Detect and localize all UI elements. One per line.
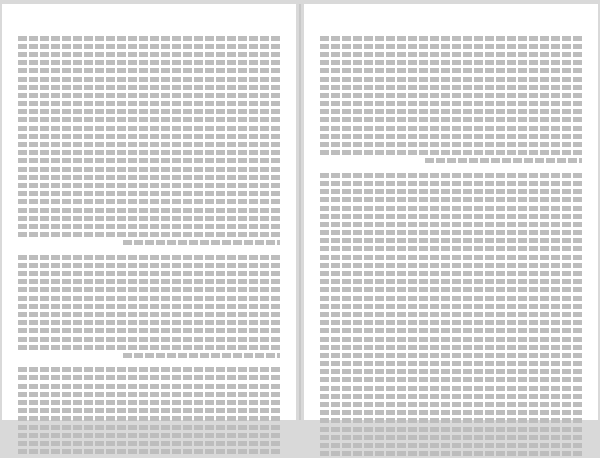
text-line [320, 68, 582, 73]
text-line [425, 158, 582, 163]
text-line [123, 353, 280, 358]
text-line [320, 337, 582, 342]
text-line [18, 287, 280, 292]
text-line [18, 375, 280, 380]
text-line [18, 279, 280, 284]
text-line [320, 427, 582, 432]
text-line [320, 443, 582, 448]
text-line [320, 214, 582, 219]
text-line [320, 44, 582, 49]
text-line [18, 117, 280, 122]
text-line [320, 320, 582, 325]
text-line [18, 232, 280, 237]
text-line [18, 175, 280, 180]
text-line [320, 263, 582, 268]
text-line [18, 441, 280, 446]
text-line [320, 377, 582, 382]
text-line [320, 197, 582, 202]
text-line [320, 173, 582, 178]
text-line [18, 320, 280, 325]
text-line [320, 304, 582, 309]
text-line [320, 150, 582, 155]
text-line [18, 44, 280, 49]
text-line [320, 222, 582, 227]
text-line [18, 433, 280, 438]
text-line [18, 36, 280, 41]
text-line [320, 230, 582, 235]
text-line [18, 126, 280, 131]
text-line [18, 304, 280, 309]
text-line [18, 60, 280, 65]
text-line [320, 451, 582, 456]
text-line [18, 345, 280, 350]
text-line [18, 416, 280, 421]
text-line [18, 384, 280, 389]
text-line [320, 410, 582, 415]
text-line [18, 255, 280, 260]
text-line [320, 271, 582, 276]
text-line [18, 271, 280, 276]
text-line [18, 312, 280, 317]
text-line [320, 353, 582, 358]
text-line [18, 109, 280, 114]
text-line [18, 367, 280, 372]
text-line [18, 68, 280, 73]
text-line [320, 255, 582, 260]
text-line [320, 117, 582, 122]
text-line [18, 52, 280, 57]
text-line [320, 167, 582, 170]
text-line [18, 93, 280, 98]
text-line [18, 425, 280, 430]
text-line [320, 93, 582, 98]
text-line [320, 345, 582, 350]
text-line [18, 408, 280, 413]
text-line [18, 208, 280, 213]
text-line [18, 449, 280, 454]
text-line [18, 392, 280, 397]
text-line [320, 101, 582, 106]
text-line [320, 134, 582, 139]
text-line [320, 402, 582, 407]
text-line [18, 183, 280, 188]
text-line [18, 248, 280, 251]
text-line [320, 279, 582, 284]
text-line [320, 189, 582, 194]
text-line [18, 167, 280, 172]
text-line [18, 337, 280, 342]
text-line [18, 150, 280, 155]
text-line [18, 263, 280, 268]
text-line [18, 134, 280, 139]
text-line [18, 199, 280, 204]
text-line [320, 394, 582, 399]
page-fold [299, 4, 301, 420]
text-line [18, 216, 280, 221]
text-line [320, 60, 582, 65]
text-line [320, 361, 582, 366]
text-line [320, 109, 582, 114]
text-line [18, 101, 280, 106]
text-line [320, 77, 582, 82]
text-line [320, 328, 582, 333]
right-page [304, 4, 598, 420]
text-line [18, 224, 280, 229]
text-line [18, 142, 280, 147]
text-line [320, 386, 582, 391]
text-line [18, 328, 280, 333]
text-line [123, 240, 280, 245]
text-line [18, 85, 280, 90]
text-line [18, 361, 280, 364]
text-line [320, 418, 582, 423]
text-line [320, 238, 582, 243]
text-line [320, 36, 582, 41]
text-line [18, 158, 280, 163]
text-line [320, 85, 582, 90]
text-line [320, 296, 582, 301]
right-page-text [320, 34, 582, 458]
text-line [320, 287, 582, 292]
text-line [320, 312, 582, 317]
text-line [320, 435, 582, 440]
text-line [320, 126, 582, 131]
left-page-text [18, 34, 280, 456]
text-line [18, 191, 280, 196]
text-line [320, 246, 582, 251]
text-line [320, 52, 582, 57]
text-line [18, 296, 280, 301]
text-line [320, 206, 582, 211]
text-line [320, 142, 582, 147]
text-line [320, 369, 582, 374]
text-line [320, 181, 582, 186]
text-line [18, 400, 280, 405]
text-line [18, 77, 280, 82]
left-page [2, 4, 296, 420]
